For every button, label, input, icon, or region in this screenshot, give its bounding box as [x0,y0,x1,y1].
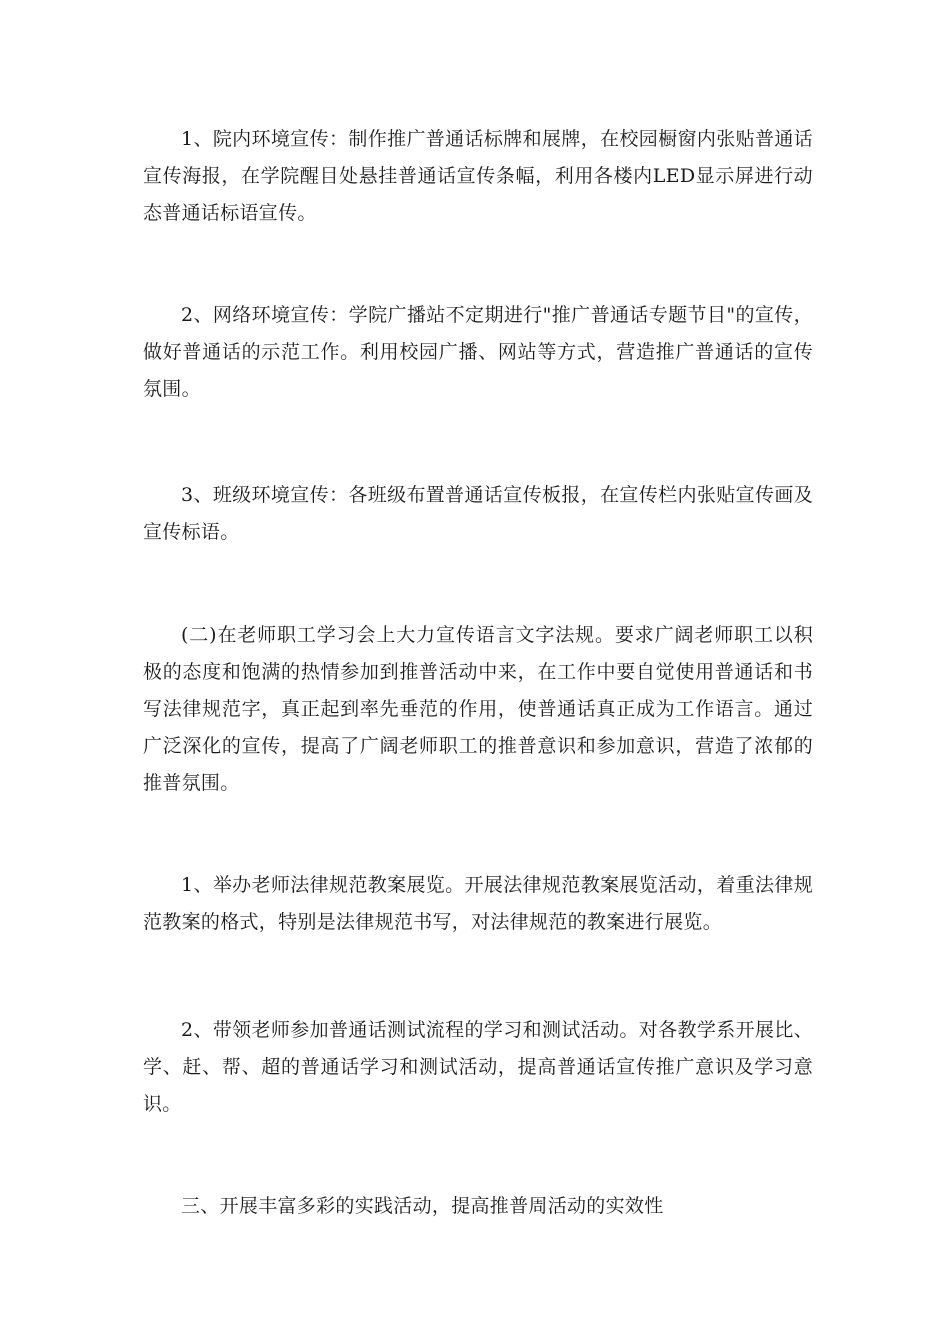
paragraph-class-publicity: 3、班级环境宣传：各班级布置普通话宣传板报，在宣传栏内张贴宣传画及宣传标语。 [143,484,813,543]
section-heading-practice-activities: 三、开展丰富多彩的实践活动，提高推普周活动的实效性 [181,1195,664,1217]
paragraph-lesson-plan-exhibition: 1、举办老师法律规范教案展览。开展法律规范教案展览活动，着重法律规范教案的格式，特别是法律规范书写，对法律规范的教案进行展览。 [143,874,813,933]
paragraph-network-publicity: 2、网络环境宣传：学院广播站不定期进行"推广普通话专题节目"的宣传，做好普通话的示范工作。利用校园广播、网站等方式，营造推广普通话的宣传氛围。 [143,304,813,400]
paragraph-staff-study-meeting: (二)在老师职工学习会上大力宣传语言文字法规。要求广阔老师职工以积极的态度和饱满的热情参加到推普活动中来，在工作中要自觉使用普通话和书写法律规范字，真正起到率先垂范的作用，使普通话真正成为工作语言。通过广泛深化的宣传，提高了广阔老师职工的推普意识和参加意识，营造了浓郁的推普氛围。 [143,624,813,794]
paragraph-putonghua-test: 2、带领老师参加普通话测试流程的学习和测试活动。对各教学系开展比、学、赶、帮、超的普通话学习和测试活动，提高普通话宣传推广意识及学习意识。 [143,1019,813,1115]
paragraph-campus-publicity: 1、院内环境宣传：制作推广普通话标牌和展牌，在校园橱窗内张贴普通话宣传海报，在学院醒目处悬挂普通话宣传条幅，利用各楼内LED显示屏进行动态普通话标语宣传。 [143,128,813,224]
